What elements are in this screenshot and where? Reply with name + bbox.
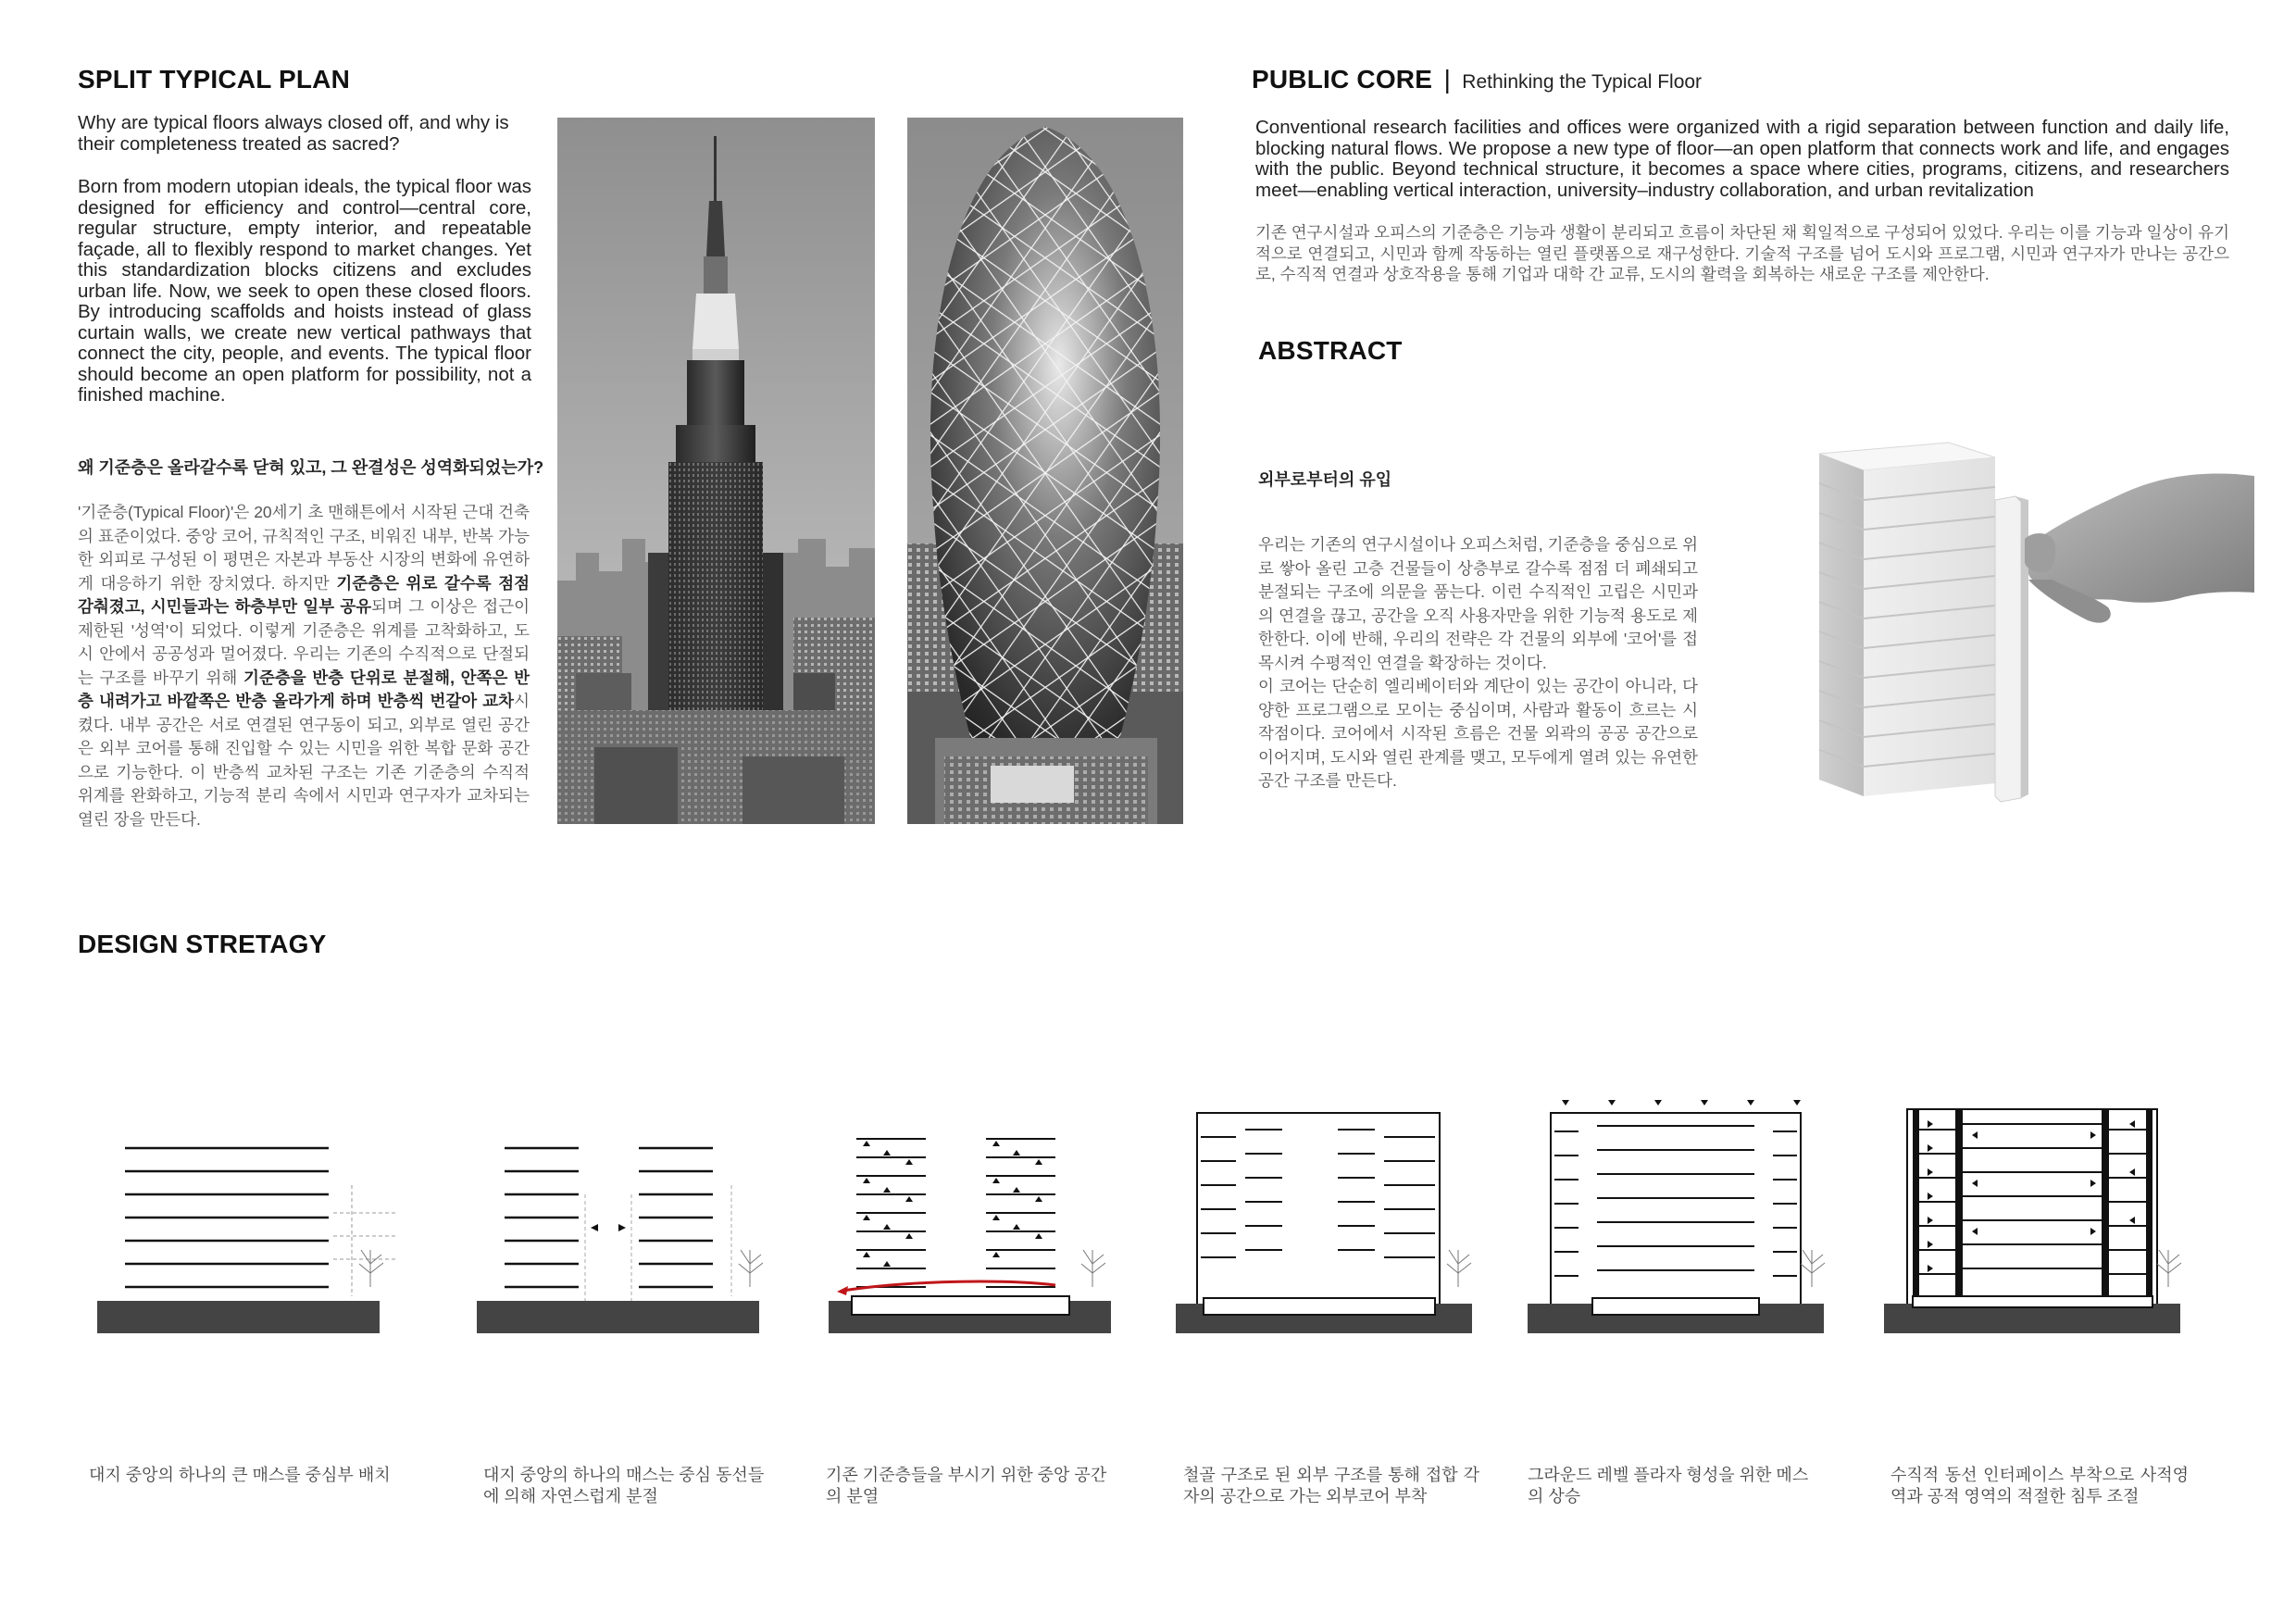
- public-core-subtitle: Rethinking the Typical Floor: [1462, 71, 1703, 93]
- stacked-model-photo: [1810, 435, 2254, 806]
- strategy-diagram-4: [1171, 1065, 1481, 1343]
- left-body-en: Born from modern utopian ideals, the typical floor was designed for efficiency and control—central core, regular structure, empty interior, and repeatable façade, all to flexibly respond to market changes. Yet this standardization blocks citizens and excludes urban life. Now, we seek to open these closed floors. By introducing scaffolds and hoists instead of glass curtain walls, we create new vertical pathways that connect the city, people, and events. The typical floor should become an open platform for possibility, not a finished machine.: [78, 176, 531, 406]
- left-body-kr-part1: '기준층(Typical Floor)'은 20세기 초 맨해튼에서 시작된 근대 건축의 표준이었다. 중앙 코어, 규칙적인 구조, 비워진 내부, 반복 가능한 외피로 구성된 이 평면은 자본과 부동산 시장의 변화에 유연하게 대응하기 위한 장치였다. 하지만: [78, 503, 530, 593]
- strategy-diagram-3: [824, 1065, 1129, 1343]
- stacked-model-illustration: [1810, 435, 2254, 806]
- left-body-kr-part2: 되며 그 이상은 접근이 제한된 '성역'이 되었다. 이렇게 기준층은 위계를 고착화하고, 도시 안에서 공공성과 멀어졌다. 우리는 기존의 수직적으로 단절되는 구조를 바꾸기 위해: [78, 597, 530, 687]
- public-core-body-kr: 기존 연구시설과 오피스의 기준층은 기능과 생활이 분리되고 흐름이 차단된 채 획일적으로 구성되어 있었다. 우리는 이를 기능과 일상이 유기적으로 연결되고, 시민과 함께 작동하는 열린 플랫폼으로 재구성한다. 기술적 구조를 넘어 도시와 프로그램, 시민과 연구자가 만나는 공간으로, 수직적 연결과 상호작용을 통해 기업과 대학 간 교류, 도시의 활력을 회복하는 새로운 구조를 제안한다.: [1255, 223, 2229, 283]
- public-core-heading: [1252, 65, 1702, 94]
- left-body-kr-part3: 시켰다. 내부 공간은 서로 연결된 연구동이 되고, 외부로 열린 공간은 외부 코어를 통해 진입할 수 있는 시민을 위한 복합 문화 공간으로 기능한다. 이 반층씩 교차된 구조는 기존 기준층의 수직적 위계를 완화하고, 기능적 분리 속에서 시민과 연구자가 교차되는 열린 장을 만든다.: [78, 692, 530, 829]
- diagram-raised-mass: [1523, 1065, 1833, 1343]
- strategy-diagram-2: [472, 1065, 778, 1343]
- skyscraper-photo: [557, 118, 875, 824]
- strategy-caption-5: 그라운드 레벨 플라자 형성을 위한 메스의 상승: [1528, 1466, 1809, 1505]
- gherkin-illustration: [907, 118, 1183, 824]
- diagram-split-mass: [472, 1065, 778, 1343]
- diagram-vertical-interface: [1879, 1065, 2190, 1343]
- public-core-body-en: Conventional research facilities and offices were organized with a rigid separation between function and daily life, blocking natural flows. We propose a new type of floor—an open platform that connects work and life, and engages with the public. Beyond technical structure, it becomes a space where cities, programs, citizens, and researchers meet—enabling vertical interaction, university–industry collaboration, and urban revitalization: [1255, 117, 2229, 201]
- diagram-single-mass: [93, 1065, 398, 1343]
- strategy-diagram-5: [1523, 1065, 1833, 1343]
- strategy-diagram-1: [93, 1065, 398, 1343]
- left-body-kr-bold2: 기준층을 반층 단위로 분절해, 안쪽은 반층 내려가고 바깥쪽은 반층 올라가게 하며 반층씩 번갈아 교차: [78, 668, 530, 710]
- abstract-title: ABSTRACT: [1258, 336, 1403, 365]
- left-question-kr: 왜 기준층은 올라갈수록 닫혀 있고, 그 완결성은 성역화되었는가?: [78, 458, 544, 477]
- left-question-en: Why are typical floors always closed off, and why is their completeness treated as sacred?: [78, 112, 509, 155]
- abstract-paragraph-2: 이 코어는 단순히 엘리베이터와 계단이 있는 공간이 아니라, 다양한 프로그램으로 모이는 중심이며, 사람과 활동이 흐르는 시작점이다. 코어에서 시작된 흐름은 건물 외곽의 공공 공간으로 이어지며, 도시와 열린 관계를 맺고, 모두에게 열려 있는 유연한 공간 구조를 만든다.: [1258, 677, 1698, 790]
- strategy-caption-6: 수직적 동선 인터페이스 부착으로 사적영역과 공적 영역의 적절한 침투 조절: [1890, 1466, 2189, 1505]
- strategy-caption-4: 철골 구조로 된 외부 구조를 통해 접합 각자의 공간으로 가는 외부코어 부착: [1183, 1466, 1479, 1505]
- diagram-central-void: [824, 1065, 1129, 1343]
- diagram-external-core: [1171, 1065, 1481, 1343]
- abstract-subtitle: 외부로부터의 유입: [1258, 470, 1392, 489]
- design-strategy-title: DESIGN STRETAGY: [78, 930, 327, 958]
- public-core-title: PUBLIC CORE: [1252, 65, 1433, 94]
- skyscraper-illustration: [557, 118, 875, 824]
- abstract-paragraph-1: 우리는 기존의 연구시설이나 오피스처럼, 기준층을 중심으로 위로 쌓아 올린 고층 건물들이 상층부로 갈수록 점점 더 폐쇄되고 분절되는 구조에 의문을 품는다. 이런 수직적인 고립은 시민과의 연결을 끊고, 공간을 오직 사용자만을 위한 기능적 용도로 제한한다. 이에 반해, 우리의 전략은 각 건물의 외부에 '코어'를 접목시켜 수평적인 연결을 확장하는 것이다.: [1258, 535, 1698, 672]
- abstract-body: [1258, 533, 1698, 793]
- strategy-diagram-6: [1879, 1065, 2190, 1343]
- gherkin-tower-photo: [907, 118, 1183, 824]
- left-body-kr-bold1: 기준층은 위로 갈수록 점점 감춰졌고, 시민들과는 하층부만 일부 공유: [78, 573, 530, 616]
- left-body-kr: [78, 501, 530, 831]
- strategy-caption-3: 기존 기준층들을 부시기 위한 중앙 공간의 분열: [826, 1466, 1107, 1505]
- strategy-caption-1: 대지 중앙의 하나의 큰 매스를 중심부 배치: [89, 1466, 391, 1484]
- title-separator: |: [1443, 65, 1451, 94]
- strategy-caption-2: 대지 중앙의 하나의 매스는 중심 동선들에 의해 자연스럽게 분절: [483, 1466, 765, 1505]
- split-typical-plan-title: SPLIT TYPICAL PLAN: [78, 65, 350, 94]
